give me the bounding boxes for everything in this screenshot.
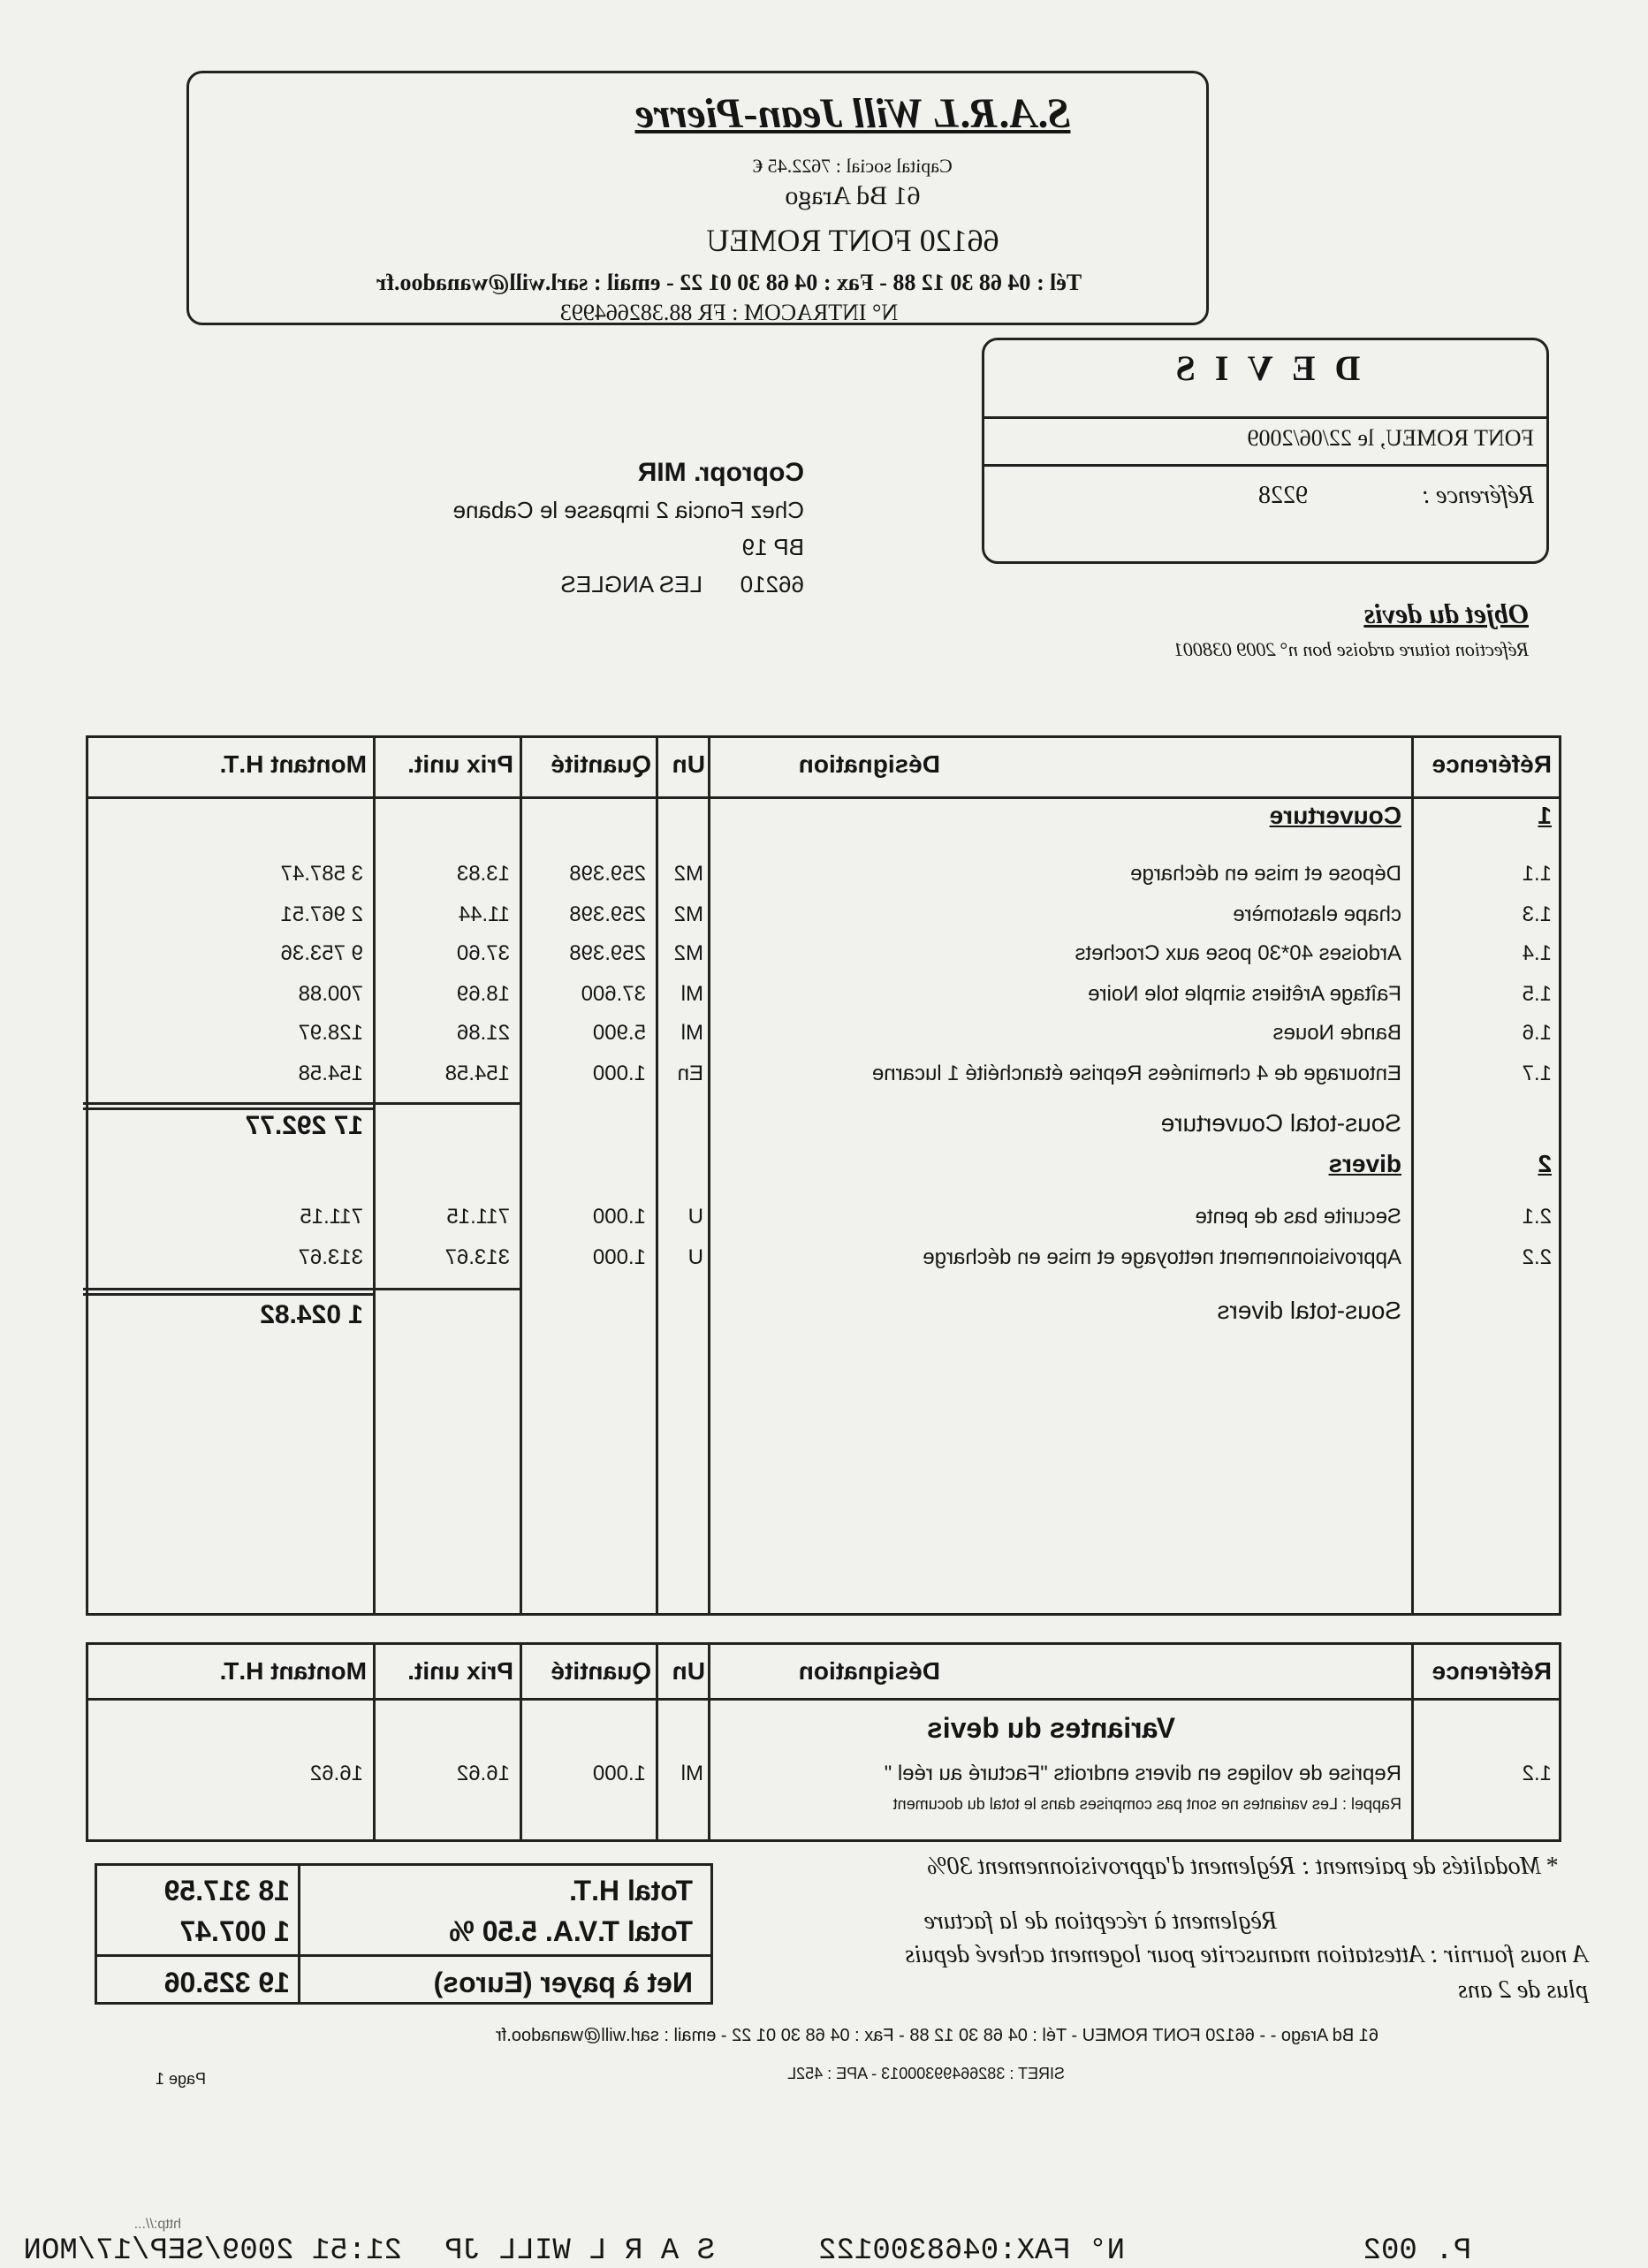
row-un: Ml xyxy=(680,1762,703,1785)
row-prix-unit: 313.67 xyxy=(444,1245,510,1269)
object-label: Objet du devis xyxy=(1363,597,1529,629)
main-header-line xyxy=(88,796,1559,799)
footer-page: Page 1 xyxy=(155,2070,206,2088)
company-capital: Capital social : 7622.45 € xyxy=(753,155,953,177)
row-prix-unit: 13.83 xyxy=(456,862,510,886)
recipient-line1: Chez Foncia 2 impasse le Cabane xyxy=(452,497,804,523)
row-quantite: 5.900 xyxy=(592,1021,646,1045)
row-montant: 128.97 xyxy=(298,1021,363,1045)
variantes-header-line xyxy=(88,1698,1559,1701)
totals-value: 18 317.59 xyxy=(163,1875,290,1906)
header-un: Un xyxy=(672,1657,705,1685)
totals-box xyxy=(95,1863,713,2005)
row-ref: 1.5 xyxy=(1522,982,1552,1006)
row-prix-unit: 154.58 xyxy=(444,1062,510,1085)
row-ref: 1.3 xyxy=(1522,902,1552,926)
row-montant: 313.67 xyxy=(298,1245,363,1269)
totals-label: Net à payer (Euros) xyxy=(433,1967,693,1998)
recipient-line2: BP 19 xyxy=(741,534,804,560)
devis-reference-label: Référence : xyxy=(1421,482,1534,509)
row-quantite: 259.398 xyxy=(569,902,646,926)
company-city: 66120 FONT ROMEU xyxy=(706,223,999,258)
row-un: M2 xyxy=(673,862,703,886)
row-ref: 1.7 xyxy=(1522,1062,1552,1085)
company-intracom: N° INTRACOM : FR 88.382664993 xyxy=(559,300,899,325)
row-quantite: 1.000 xyxy=(592,1245,646,1269)
row-montant: 16.62 xyxy=(309,1762,363,1785)
devis-reference-value: 9228 xyxy=(1258,482,1308,509)
subtotal-line xyxy=(83,1293,376,1296)
header-montant: Montant H.T. xyxy=(219,1657,367,1685)
row-un: Ml xyxy=(680,1021,703,1045)
header-un: Un xyxy=(672,750,705,778)
company-contact: Tél : 04 68 30 12 88 - Fax : 04 68 30 01 22 - email : sarl.will@wanadoo.fr xyxy=(376,270,1082,295)
row-ref: 2.1 xyxy=(1522,1205,1552,1229)
variantes-table xyxy=(86,1642,1561,1842)
row-prix-unit: 21.86 xyxy=(456,1021,510,1045)
payment-reglement: Règlement à réception de la facture xyxy=(923,1907,1277,1935)
row-designation: Ardoises 40*30 pose aux Crochets xyxy=(1075,941,1401,965)
row-designation: Dépose et mise en décharge xyxy=(1130,862,1401,886)
header-designation: Désignation xyxy=(798,1657,940,1685)
row-designation: Faîtage Arêtiers simple tole Noire xyxy=(1088,982,1401,1006)
recipient-town: LES ANGLES xyxy=(560,571,702,597)
header-prix-unit: Prix unit. xyxy=(407,1657,513,1685)
row-un: Ml xyxy=(680,982,703,1006)
variantes-col-divider xyxy=(373,1645,376,1839)
recipient-name: Copropr. MIR xyxy=(637,458,804,487)
row-prix-unit: 711.15 xyxy=(446,1205,510,1229)
row-montant: 2 967.51 xyxy=(280,902,363,926)
row-quantite: 259.398 xyxy=(569,862,646,886)
header-quantite: Quantité xyxy=(551,750,651,778)
table-row xyxy=(88,1062,1559,1090)
row-prix-unit: 37.60 xyxy=(456,941,510,965)
row-montant: 154.58 xyxy=(298,1062,363,1085)
row-montant: 700.88 xyxy=(298,982,363,1006)
variantes-note: Rappel : Les variantes ne sont pas comprises dans le total du document xyxy=(892,1795,1401,1813)
footer-siret: SIRET : 38266499300013 - APE : 452L xyxy=(787,2065,1065,2082)
variantes-col-divider xyxy=(656,1645,658,1839)
row-montant: 9 753.36 xyxy=(280,941,363,965)
row-montant: 3 587.47 xyxy=(280,862,363,886)
header-reference: Référence xyxy=(1432,1657,1552,1685)
row-designation: chape elastomère xyxy=(1233,902,1401,926)
fax-sender: S A R L WILL JP xyxy=(444,2234,715,2268)
variantes-col-divider xyxy=(520,1645,522,1839)
row-montant: 711.15 xyxy=(300,1205,363,1229)
subtotal-line xyxy=(83,1102,522,1105)
row-designation: Reprise de voliges en divers endroits "Facturé au réel " xyxy=(884,1762,1401,1785)
subtotal-label: Sous-total divers xyxy=(1217,1297,1401,1324)
row-un: U xyxy=(687,1205,703,1229)
payment-modalites: * Modalités de paiement : Règlement d'approvisionnement 30% xyxy=(926,1853,1560,1880)
section-ref: 1 xyxy=(1538,802,1552,829)
devis-divider-1 xyxy=(984,416,1546,419)
totals-value: 1 007.47 xyxy=(179,1915,290,1947)
row-quantite: 1.000 xyxy=(592,1762,646,1785)
table-row xyxy=(88,862,1559,890)
header-designation: Désignation xyxy=(798,750,940,778)
row-ref: 1.1 xyxy=(1522,862,1552,886)
table-row xyxy=(88,982,1559,1010)
footer-address: 61 Bd Arago - - 66120 FONT ROMEU - Tél : 04 68 30 12 88 - Fax : 04 68 30 01 22 - email : sarl.will@wanadoo.fr xyxy=(496,2026,1378,2045)
header-prix-unit: Prix unit. xyxy=(407,750,513,778)
totals-line xyxy=(97,1954,710,1957)
row-quantite: 1.000 xyxy=(592,1205,646,1229)
section-title: Couverture xyxy=(1269,802,1401,829)
header-quantite: Quantité xyxy=(551,1657,651,1685)
section-title: divers xyxy=(1328,1150,1401,1177)
row-prix-unit: 16.62 xyxy=(456,1762,510,1785)
subtotal-label: Sous-total Couverture xyxy=(1160,1109,1401,1137)
totals-label: Total H.T. xyxy=(569,1875,693,1906)
company-street: 61 Bd Arago xyxy=(785,181,921,210)
object-text: Réfection toiture ardoise bon n° 2009 038001 xyxy=(1173,638,1529,660)
row-prix-unit: 11.44 xyxy=(458,902,510,926)
row-quantite: 259.398 xyxy=(569,941,646,965)
variantes-col-divider xyxy=(708,1645,710,1839)
fax-page-no: P. 002 xyxy=(1363,2234,1471,2268)
table-row xyxy=(88,1245,1559,1274)
watermark: http://... xyxy=(133,2217,181,2232)
main-table xyxy=(86,735,1561,1616)
row-ref: 1.2 xyxy=(1522,1762,1552,1785)
subtotal-line xyxy=(83,1107,376,1110)
header-montant: Montant H.T. xyxy=(219,750,367,778)
row-ref: 1.6 xyxy=(1522,1021,1552,1045)
row-un: U xyxy=(687,1245,703,1269)
table-row xyxy=(88,1205,1559,1233)
row-prix-unit: 18.69 xyxy=(456,982,510,1006)
totals-value: 19 325.06 xyxy=(163,1967,290,1998)
variantes-col-divider xyxy=(1411,1645,1414,1839)
fax-number: N° FAX:0468300122 xyxy=(818,2234,1125,2268)
devis-place-date: FONT ROMEU, le 22/06/2009 xyxy=(1247,425,1534,451)
section-ref: 2 xyxy=(1538,1150,1552,1177)
recipient-postcode: 66210 xyxy=(740,571,804,597)
totals-divider xyxy=(298,1866,300,2002)
row-un: En xyxy=(677,1062,703,1085)
row-un: M2 xyxy=(673,902,703,926)
table-row xyxy=(88,941,1559,970)
table-row xyxy=(88,902,1559,931)
variantes-title: Variantes du devis xyxy=(926,1712,1175,1744)
row-ref: 2.2 xyxy=(1522,1245,1552,1269)
subtotal-value: 1 024.82 xyxy=(260,1300,363,1329)
devis-divider-2 xyxy=(984,464,1546,467)
devis-title: D E V I S xyxy=(1170,348,1361,388)
fax-datetime: 21:51 2009/SEP/17/MON xyxy=(23,2234,402,2268)
row-ref: 1.4 xyxy=(1522,941,1552,965)
row-designation: Bande Noues xyxy=(1272,1021,1401,1045)
payment-fournir: A nous fournir : Attestation manuscrite pour logement achevé depuis xyxy=(905,1941,1588,1968)
subtotal-line xyxy=(83,1288,522,1290)
header-reference: Référence xyxy=(1432,750,1552,778)
devis-box xyxy=(982,338,1549,564)
company-name: S.A.R.L Will Jean-Pierre xyxy=(634,90,1071,137)
table-row xyxy=(88,1021,1559,1049)
row-designation: Entourage de 4 cheminées Reprise étanchéité 1 lucarne xyxy=(871,1062,1401,1085)
row-designation: Approvisionnement nettoyage et mise en décharge xyxy=(923,1245,1401,1269)
payment-fournir-2: plus de 2 ans xyxy=(1458,1976,1588,2004)
totals-label: Total T.V.A. 5.50 % xyxy=(449,1915,693,1947)
row-quantite: 1.000 xyxy=(592,1062,646,1085)
subtotal-value: 17 292.77 xyxy=(245,1111,363,1140)
company-header xyxy=(186,71,1209,325)
row-quantite: 37.600 xyxy=(581,982,646,1006)
row-designation: Securite bas de pente xyxy=(1195,1205,1401,1229)
row-un: M2 xyxy=(673,941,703,965)
